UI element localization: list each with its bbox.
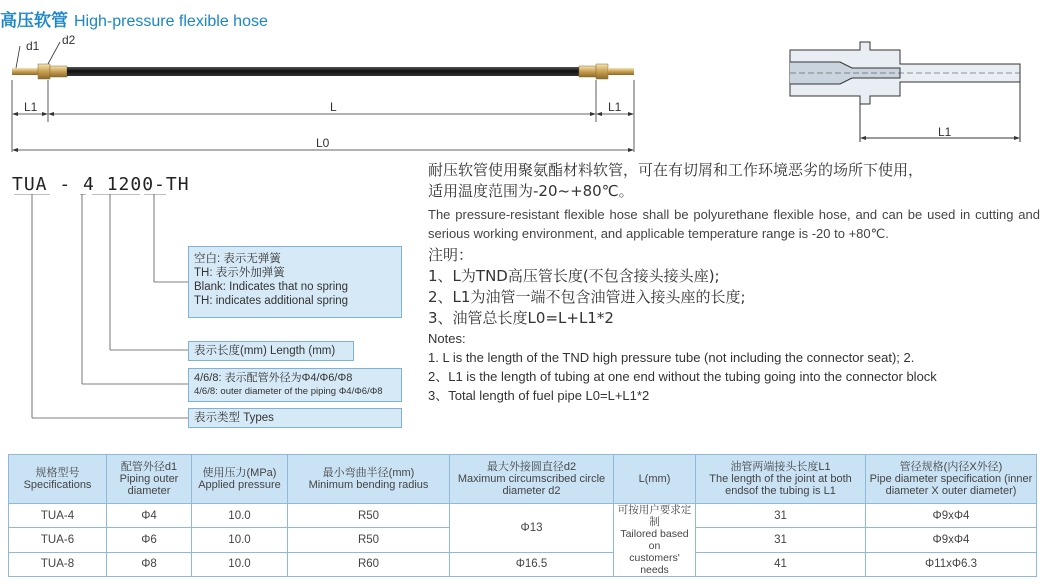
column-header: 油管两端接头长度L1 The length of the joint at both endsof the tubing is L1 — [696, 455, 866, 504]
note-cn-item: 3、油管总长度L0=L+L1*2 — [428, 309, 614, 327]
column-header: 使用压力(MPa) Applied pressure — [192, 455, 288, 504]
cell-spec: TUA-8 — [9, 552, 107, 576]
column-header: 最大外接圆直径d2 Maximum circumscribed circle diameter d2 — [450, 455, 614, 504]
note-cn-item: 1、L为TND高压管长度(不包含接头接头座); — [428, 267, 720, 285]
notes-title-cn: 注明： — [428, 246, 474, 264]
cell-radius: R50 — [288, 528, 450, 552]
description — [428, 160, 1040, 405]
note-en-item: 1. L is the length of the TND high pressure tube (not including the connector seat); 2. — [428, 350, 915, 365]
cell-pipe: Φ9xΦ4 — [866, 504, 1037, 528]
legend-diameter — [188, 368, 402, 402]
right-pipe-end — [608, 68, 634, 75]
cell-pressure: 10.0 — [192, 528, 288, 552]
cell-l1: 41 — [696, 552, 866, 576]
title-en: High-pressure flexible hose — [74, 13, 268, 30]
legend-diameter-cn: 4/6/8: 表示配管外径为Φ4/Φ6/Φ8 — [194, 372, 353, 384]
cell-radius: R50 — [288, 504, 450, 528]
legend-spring-line: Blank: Indicates that no spring — [194, 281, 349, 293]
legend-diameter-en: 4/6/8: outer diameter of the piping Φ4/Φ6/Φ8 — [194, 386, 383, 397]
cell-spec: TUA-6 — [9, 528, 107, 552]
legend-spring — [188, 246, 402, 318]
cell-pressure: 10.0 — [192, 504, 288, 528]
note-en-item: 3、Total length of fuel pipe L0=L+L1*2 — [428, 388, 650, 403]
table-header-row — [9, 455, 1037, 504]
table-row — [9, 552, 1037, 576]
legend-spring-line: 空白: 表示无弹簧 — [194, 253, 281, 265]
cell-radius: R60 — [288, 552, 450, 576]
description-cn-line1: 耐压软管使用聚氨酯材料软管，可在有切屑和工作环境恶劣的场所下使用， — [428, 161, 924, 179]
left-nut — [38, 64, 50, 79]
left-collar — [50, 66, 67, 77]
notes-title-en: Notes: — [428, 331, 466, 346]
legend-length: 表示长度(mm) Length (mm) — [188, 341, 354, 361]
column-header: 最小弯曲半径(mm) Minimum bending radius — [288, 455, 450, 504]
cell-d1: Φ6 — [107, 528, 192, 552]
left-pipe-end — [12, 68, 40, 75]
note-cn-item: 2、L1为油管一端不包含油管进入接头座的长度; — [428, 288, 746, 306]
right-nut — [596, 64, 608, 79]
label-d2: d2 — [62, 33, 76, 47]
fitting-l1-label: L1 — [938, 125, 952, 139]
column-header: L(mm) — [614, 455, 696, 504]
label-l1-right: L1 — [608, 100, 622, 114]
model-code: TUA - 4 1200-TH — [12, 174, 190, 195]
column-header: 规格型号 Specifications — [9, 455, 107, 504]
hose-body — [67, 67, 579, 76]
title-cn: 高压软管 — [0, 11, 68, 31]
cell-d2: Φ16.5 — [450, 552, 614, 576]
description-en: The pressure-resistant flexible hose shall be polyurethane flexible hose, and can be used in cutting and serious working environment, and applicable temperature range is -20 to +80℃. — [428, 207, 1040, 241]
label-l0: L0 — [316, 136, 330, 150]
cell-d1: Φ4 — [107, 504, 192, 528]
spec-table — [8, 454, 1037, 577]
note-en-item: 2、L1 is the length of tubing at one end without the tubing going into the connector block — [428, 369, 937, 384]
cell-l-mm: 可按用户要求定制 Tailored based on customers' needs — [614, 504, 696, 577]
label-l1-left: L1 — [24, 100, 38, 114]
legend-spring-line: TH: indicates additional spring — [194, 295, 349, 307]
column-header: 管径规格(内径X外径) Pipe diameter specification (inner diameter X outer diameter) — [866, 455, 1037, 504]
label-d1: d1 — [26, 39, 40, 53]
column-header: 配管外径d1 Piping outer diameter — [107, 455, 192, 504]
hose-drawing — [0, 32, 640, 158]
cell-d1: Φ8 — [107, 552, 192, 576]
cell-l1: 31 — [696, 504, 866, 528]
fitting-section-drawing — [780, 38, 1040, 150]
cell-pipe: Φ11xΦ6.3 — [866, 552, 1037, 576]
label-l: L — [330, 100, 337, 114]
cell-pressure: 10.0 — [192, 552, 288, 576]
cell-pipe: Φ9xΦ4 — [866, 528, 1037, 552]
legend-spring-line: TH: 表示外加弹簧 — [194, 267, 285, 279]
legend-type: 表示类型 Types — [188, 408, 402, 428]
cell-d2: Φ13 — [450, 504, 614, 553]
page-title — [0, 6, 268, 31]
table-row — [9, 504, 1037, 528]
description-cn-line2: 适用温度范围为-20~+80℃。 — [428, 182, 634, 200]
cell-spec: TUA-4 — [9, 504, 107, 528]
right-collar — [579, 66, 596, 77]
cell-l1: 31 — [696, 528, 866, 552]
model-code-leaders — [0, 194, 192, 426]
